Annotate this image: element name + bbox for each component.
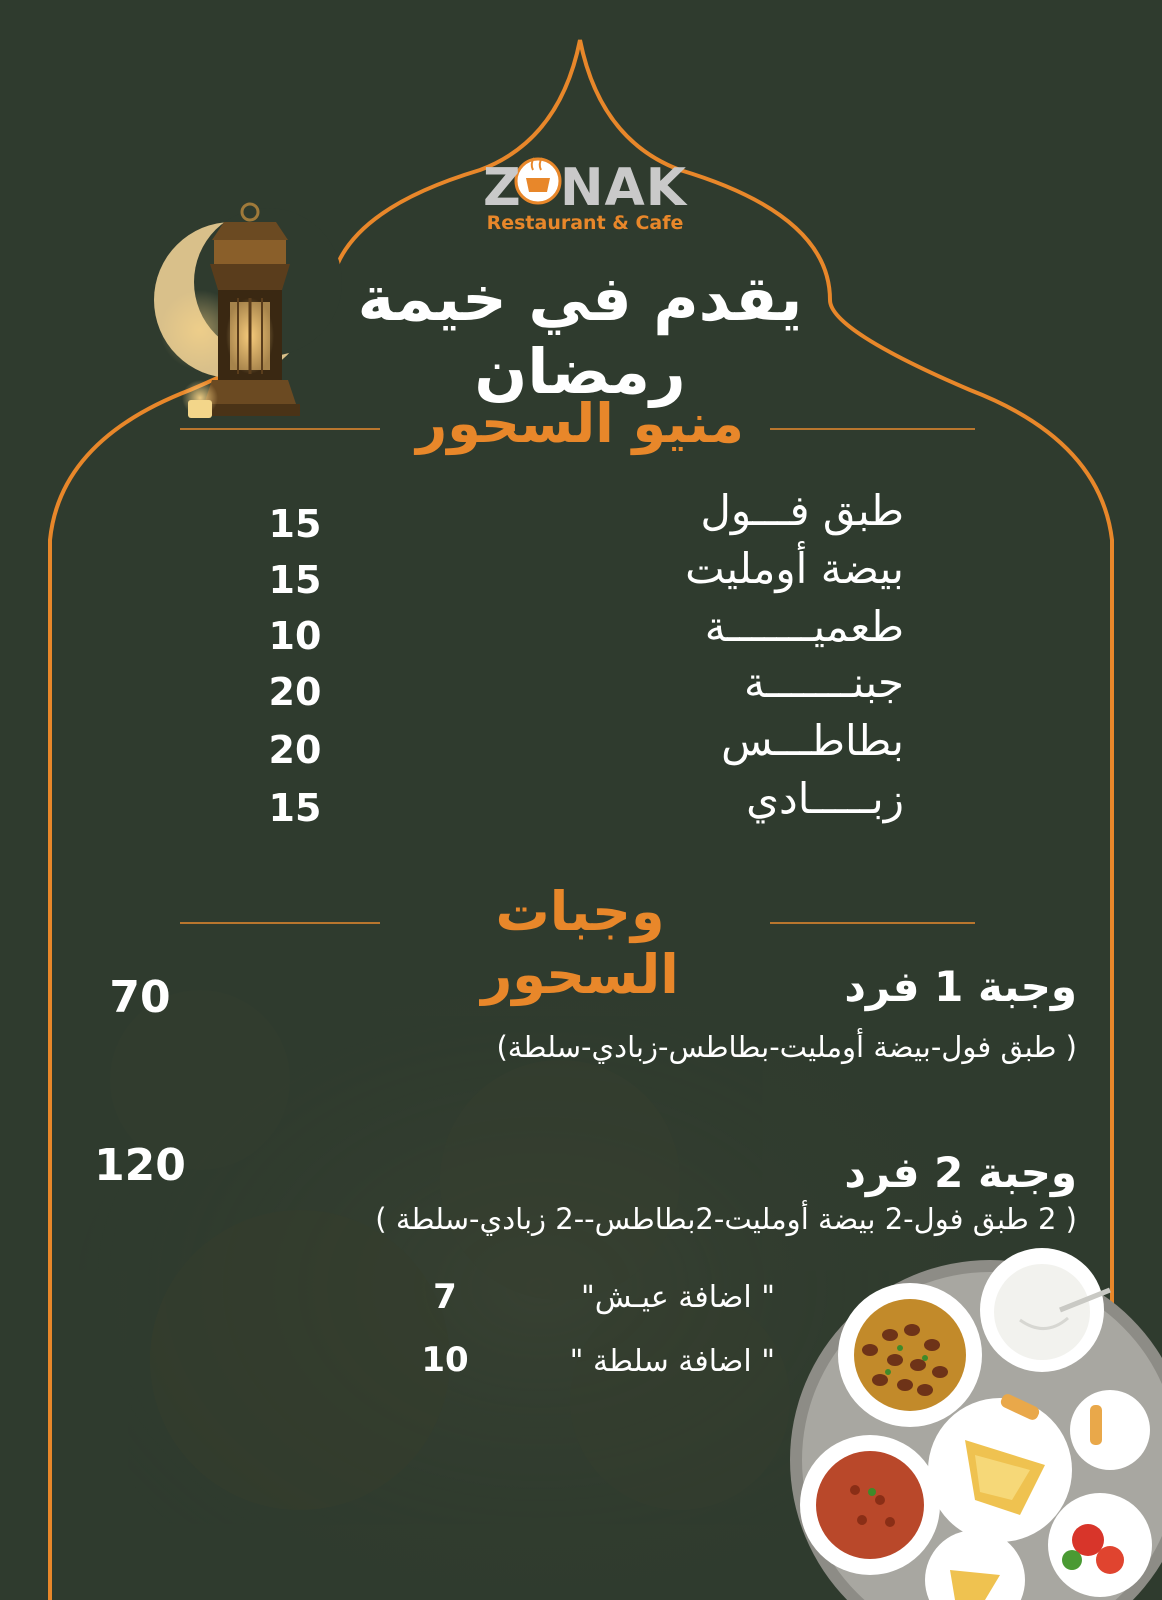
menu-item-price: 20 [268, 728, 322, 772]
addon-price: 10 [421, 1340, 469, 1380]
addon-price: 7 [433, 1277, 457, 1317]
menu-item-name: طعميـــــــة [704, 602, 904, 651]
section-rule-right [770, 428, 975, 430]
suhoor-meals-title: وجبات السحور [481, 880, 679, 1006]
menu-item-name: طبق فـــول [700, 486, 904, 535]
meal-price: 120 [94, 1140, 186, 1191]
menu-item-price: 15 [268, 558, 322, 602]
addon-name: " اضافة سلطة " [569, 1344, 775, 1379]
menu-item-name: بطاطـــس [721, 716, 904, 765]
section-rule-left [180, 922, 380, 924]
menu-item-name: جبنـــــــة [744, 658, 904, 707]
section-rule-left [180, 428, 380, 430]
section-rule-right [770, 922, 975, 924]
meal-title: وجبة 1 فرد [844, 962, 1077, 1011]
menu-item-name: زبـــــادي [746, 774, 904, 823]
meal-title: وجبة 2 فرد [844, 1148, 1077, 1197]
menu-item-price: 20 [268, 670, 322, 714]
menu-item-price: 15 [268, 502, 322, 546]
menu-item-name: بيضة أومليت [685, 544, 904, 593]
meal-description: ( 2 طبق فول-2 بيضة أومليت-2بطاطس--2 زبادي-سلطة ) [375, 1202, 1077, 1236]
menu-item-price: 15 [268, 786, 322, 830]
meal-description: ( طبق فول-بيضة أومليت-بطاطس-زبادي-سلطة) [496, 1030, 1077, 1064]
meal-price: 70 [109, 972, 171, 1023]
suhoor-menu-title: منيو السحور [416, 392, 744, 455]
logo-wordmark: Z NAK [483, 158, 687, 218]
page-headline: يقدم في خيمة رمضان [357, 262, 803, 408]
addon-name: " اضافة عيـش" [580, 1280, 775, 1315]
menu-item-price: 10 [268, 614, 322, 658]
logo-subtitle: Restaurant & Cafe [486, 212, 684, 234]
